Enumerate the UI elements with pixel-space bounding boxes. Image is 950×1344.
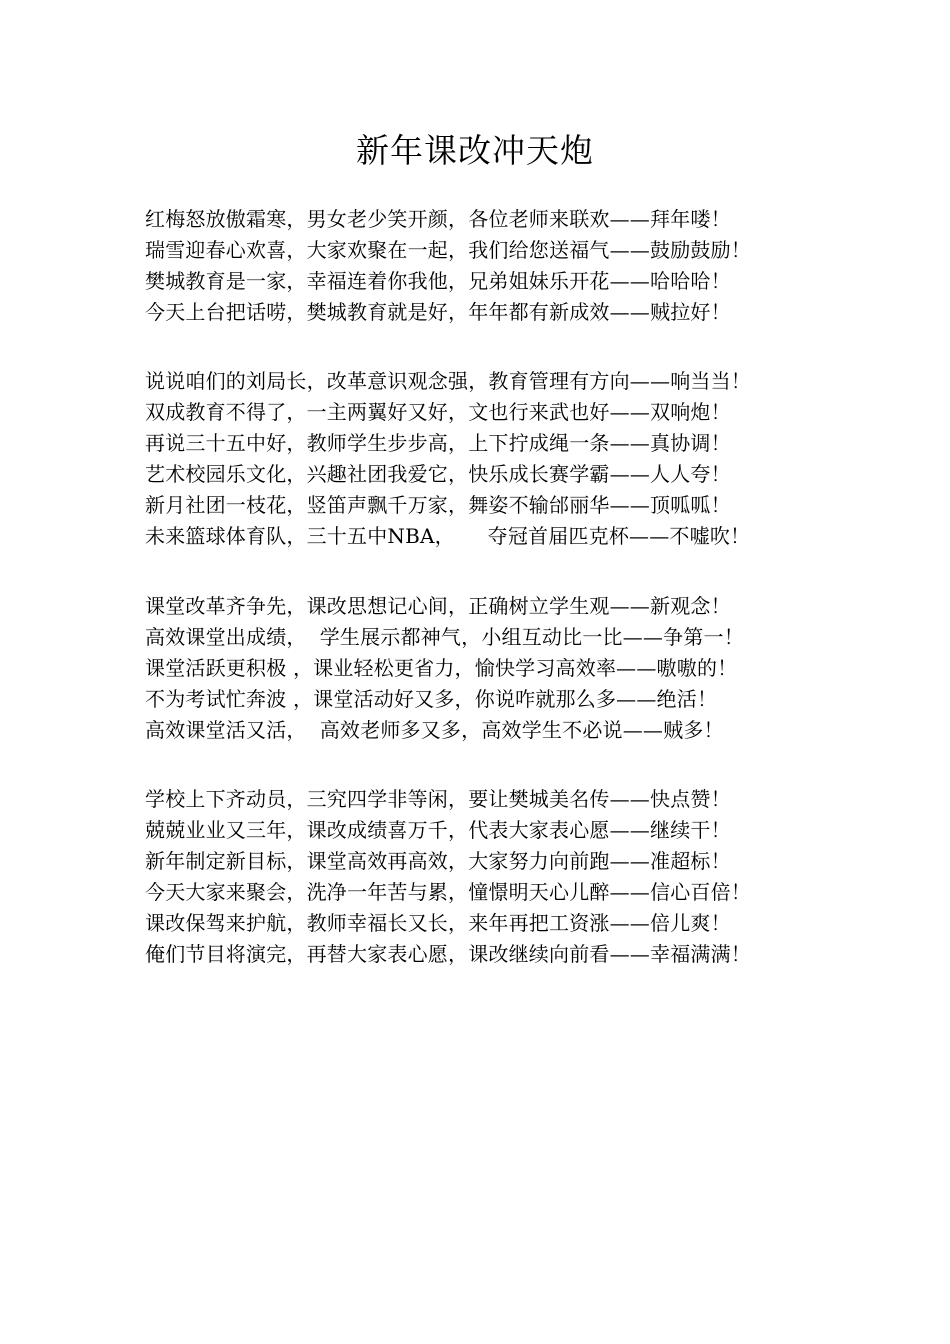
stanza-4: [145, 784, 845, 970]
poem-line: 不为考试忙奔波 ，课堂活动好又多，你说咋就那么多——绝活！: [145, 686, 718, 711]
poem-line: 高效课堂活又活， 高效老师多又多，高效学生不必说——贼多！: [145, 717, 724, 742]
poem-line: 高效课堂出成绩， 学生展示都神气，小组互动比一比——争第一！: [145, 624, 744, 649]
poem-line: 未来篮球体育队，三十五中NBA， 夺冠首届匹克杯——不嘘吹！: [145, 524, 751, 549]
poem-line: 双成教育不得了，一主两翼好又好，文也行来武也好——双响炮！: [145, 400, 731, 425]
poem-line: 今天大家来聚会，洗净一年苦与累，憧憬明天心儿醉——信心百倍！: [145, 880, 751, 905]
poem-line: 艺术校园乐文化，兴趣社团我爱它，快乐成长赛学霸——人人夸！: [145, 462, 731, 487]
document-title: 新年课改冲天炮: [356, 131, 594, 170]
poem-line: 新年制定新目标，课堂高效再高效，大家努力向前跑——准超标！: [145, 849, 731, 874]
stanza-2: [145, 366, 845, 552]
poem-line: 新月社团一枝花，竖笛声飘千万家，舞姿不输邰丽华——顶呱呱！: [145, 493, 731, 518]
poem-line: 课堂活跃更积极 ，课业轻松更省力，愉快学习高效率——嗷嗷的！: [145, 655, 738, 680]
stanza-3: [145, 591, 845, 746]
poem-line: 再说三十五中好，教师学生步步高，上下拧成绳一条——真协调！: [145, 431, 731, 456]
poem-body: [145, 204, 845, 1009]
poem-line: 今天上台把话唠，樊城教育就是好，年年都有新成效——贼拉好！: [145, 300, 731, 324]
poem-line: 课堂改革齐争先，课改思想记心间，正确树立学生观——新观念！: [145, 593, 731, 618]
poem-line: 课改保驾来护航，教师幸福长又长，来年再把工资涨——倍儿爽！: [145, 911, 731, 936]
poem-line: 学校上下齐动员，三究四学非等闲，要让樊城美名传——快点赞！: [145, 787, 731, 812]
stanza-1: [145, 204, 845, 328]
poem-line: 俺们节目将演完，再替大家表心愿，课改继续向前看——幸福满满！: [145, 942, 751, 967]
poem-line: 说说咱们的刘局长，改革意识观念强，教育管理有方向——响当当！: [145, 369, 751, 394]
poem-line: 瑞雪迎春心欢喜，大家欢聚在一起，我们给您送福气——鼓励鼓励！: [145, 238, 751, 262]
poem-line: 樊城教育是一家，幸福连着你我他，兄弟姐妹乐开花——哈哈哈！: [145, 269, 731, 293]
poem-line: 红梅怒放傲霜寒，男女老少笑开颜，各位老师来联欢——拜年喽！: [145, 207, 731, 231]
poem-line: 兢兢业业又三年，课改成绩喜万千，代表大家表心愿——继续干！: [145, 818, 731, 843]
